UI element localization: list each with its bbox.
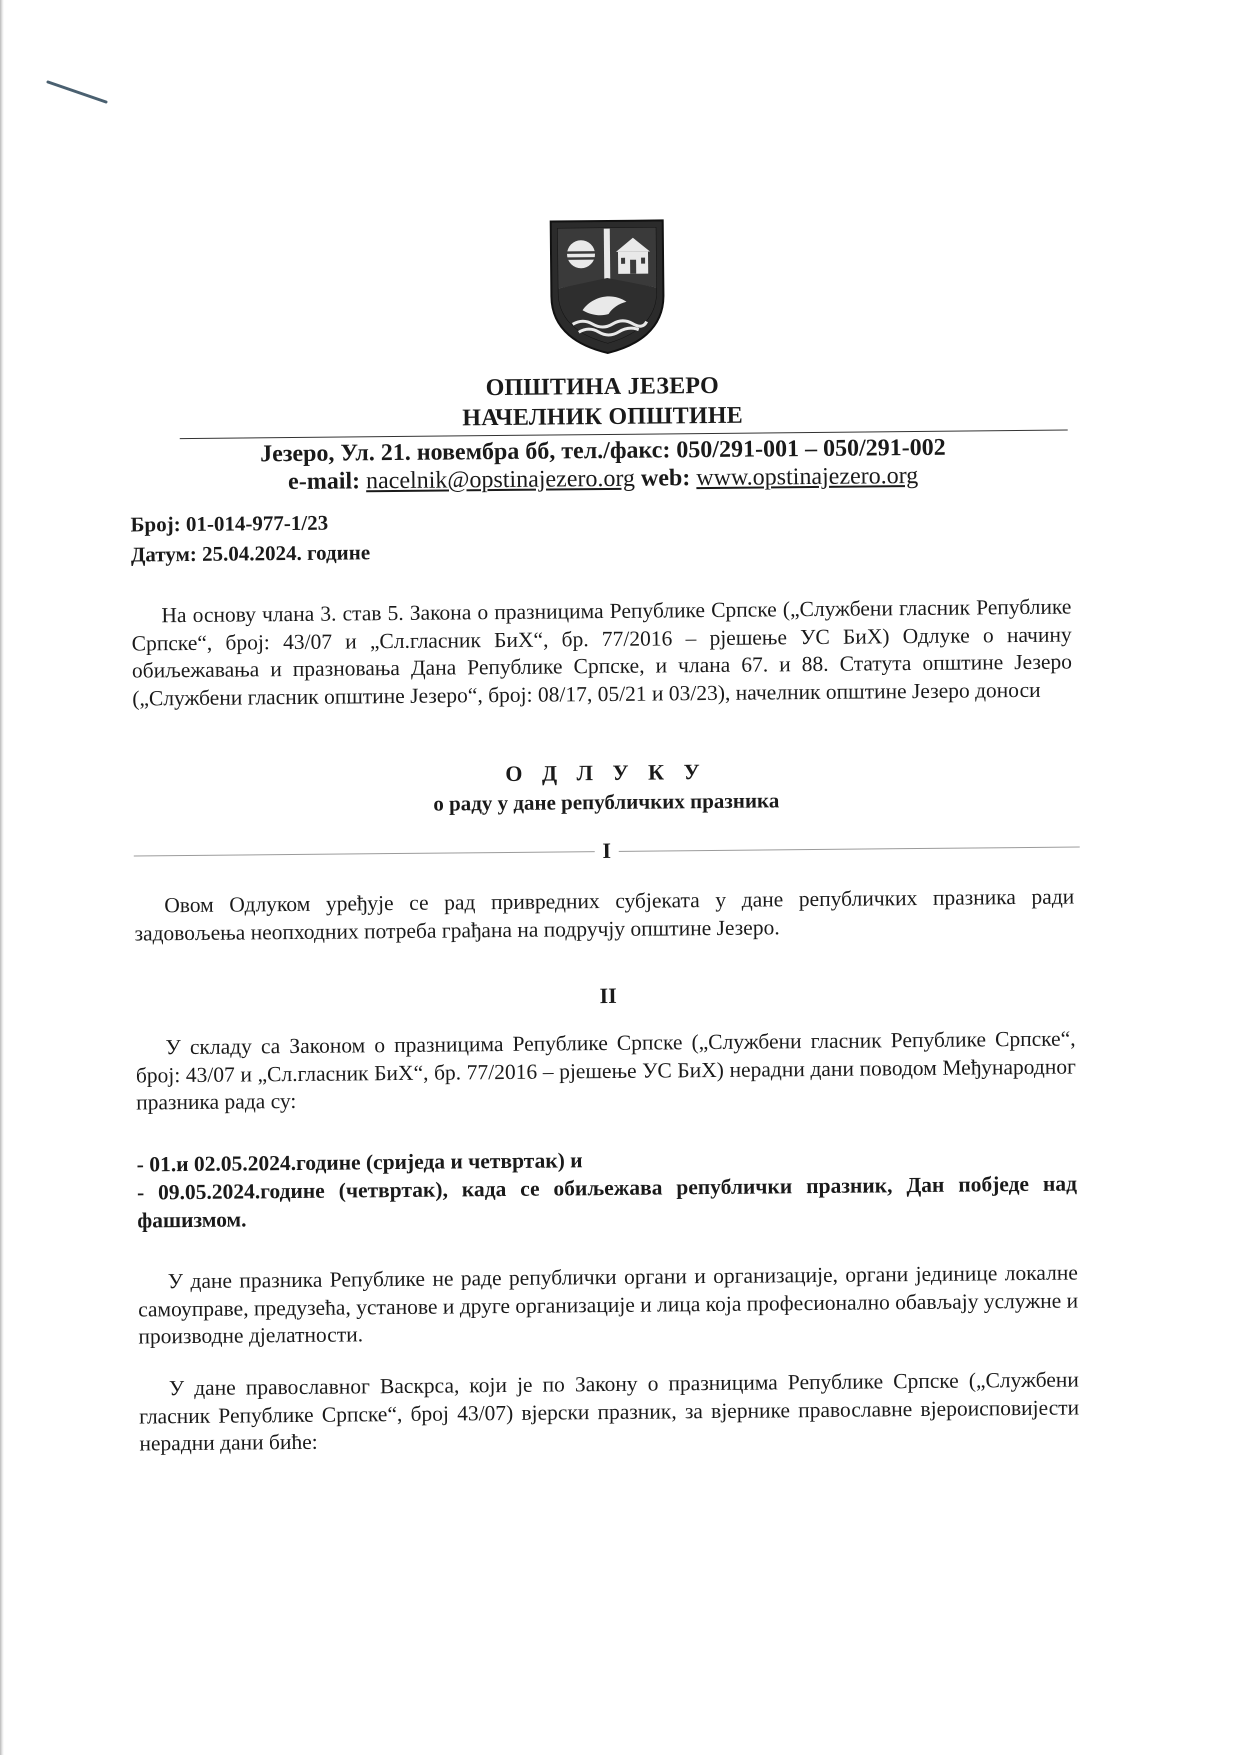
easter-paragraph: У дане православног Васкрса, који је по Закону о празницима Републике Српске („Службени гласник Републике Српске“, број 43/07) вјерски празник, за вјернике православне вјероисповијести нерадни дани биће:	[139, 1367, 1080, 1456]
decision-title: О Д Л У К У	[505, 759, 707, 786]
decision-subtitle: о раду у дане републичких празника	[433, 788, 780, 816]
scan-edge	[0, 0, 4, 1755]
web-link[interactable]: www.opstinajezero.org	[696, 462, 919, 492]
list-item: - 09.05.2024.године (четвртак), када се обиљежава републички празник, Дан побједе над фашизмом.	[136, 1171, 1078, 1233]
coat-of-arms-icon	[548, 217, 667, 356]
document-number: Број: 01-014-977-1/23	[130, 510, 329, 537]
address-line: Језеро, Ул. 21. новембра бб, тел./факс: 050/291-001 – 050/291-002	[260, 434, 946, 468]
section-numeral-2: II	[599, 982, 617, 1009]
office-name: НАЧЕЛНИК ОПШТИНЕ	[462, 402, 743, 432]
municipality-name: ОПШТИНА ЈЕЗЕРО	[485, 372, 720, 402]
document-date: Датум: 25.04.2024. године	[130, 540, 371, 567]
email-label: e-mail:	[287, 468, 361, 496]
document-page	[126, 0, 1089, 1760]
web-label: web:	[640, 465, 691, 492]
scan-mark	[46, 80, 116, 110]
email-link[interactable]: nacelnik@opstinajezero.org	[365, 465, 636, 495]
section-1-paragraph: Овом Одлуком уређује се рад привредних субјеката у дане републичких празника ради задовољења неопходних потреба грађана на подручју општине Језеро.	[134, 884, 1075, 946]
section-numeral-1	[134, 833, 1080, 868]
preamble-paragraph: На основу члана 3. став 5. Закона о празницима Републике Српске („Службени гласник Републике Српске“, број: 43/07 и „Сл.гласник БиХ“, бр. 77/2016 – рјешење УС БиХ) Одлуке о начину обиљежавања и празновања Дана Републике Српске, и члана 67. и 88. Статута општине Језеро („Службени гласник општине Језеро“, број: 08/17, 05/21 и 03/23), начелник општине Језеро доноси	[131, 594, 1073, 711]
list-item: - 01.и 02.05.2024.године (сриједа и четвртак) и	[136, 1148, 583, 1177]
closed-institutions-paragraph: У дане празника Републике не раде републички органи и организације, органи јединице локалне самоуправе, предузећа, установе и друге организације и лица која професионално обављају услужне и производне дјелатности.	[138, 1260, 1079, 1349]
section-numeral-1-label: I	[594, 838, 619, 863]
section-2-paragraph: У складу са Законом о празницима Републике Српске („Службени гласник Републике Српске“, број: 43/07 и „Сл.гласник БиХ“, бр. 77/2016 – рјешење УС БиХ) нерадни дани поводом Међународног празника рада су:	[135, 1026, 1076, 1115]
